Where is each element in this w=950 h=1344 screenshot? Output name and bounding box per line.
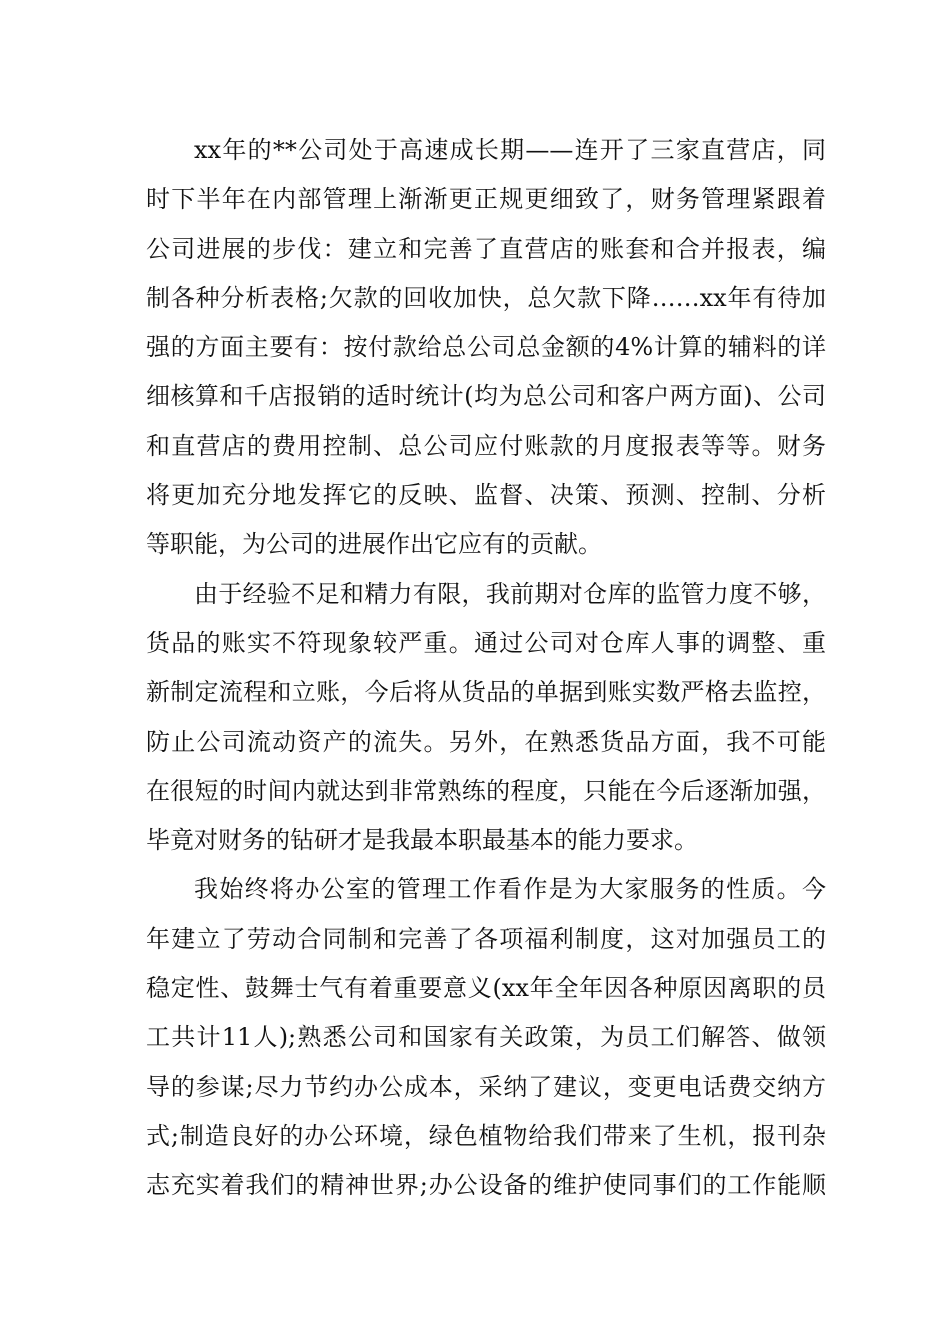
document-body [146,126,826,1211]
text-line: 式;制造良好的办公环境，绿色植物给我们带来了生机，报刊杂 [146,1121,826,1150]
text-line: 在很短的时间内就达到非常熟练的程度，只能在今后逐渐加强， [146,776,826,805]
text-line: 细核算和千店报销的适时统计(均为总公司和客户两方面)、公司 [146,382,826,411]
paragraph-office [146,865,826,1210]
text-line: 由于经验不足和精力有限，我前期对仓库的监管力度不够， [194,579,826,608]
text-line: 志充实着我们的精神世界;办公设备的维护使同事们的工作能顺 [146,1171,826,1200]
text-line: 工共计11人);熟悉公司和国家有关政策，为员工们解答、做领 [146,1023,826,1052]
text-line: 我始终将办公室的管理工作看作是为大家服务的性质。今 [194,875,826,904]
text-line: 强的方面主要有：按付款给总公司总金额的4%计算的辅料的详 [146,333,826,362]
text-line: 等职能，为公司的进展作出它应有的贡献。 [146,530,602,559]
text-line: 公司进展的步伐：建立和完善了直营店的账套和合并报表，编 [146,234,826,263]
text-line: 和直营店的费用控制、总公司应付账款的月度报表等等。财务 [146,431,826,460]
text-line: 毕竟对财务的钻研才是我最本职最基本的能力要求。 [146,826,698,855]
text-line: 导的参谋;尽力节约办公成本，采纳了建议，变更电话费交纳方 [146,1072,826,1101]
text-line: 稳定性、鼓舞士气有着重要意义(xx年全年因各种原因离职的员 [146,974,826,1003]
text-line: 新制定流程和立账，今后将从货品的单据到账实数严格去监控， [146,678,826,707]
paragraph-finance [146,126,826,570]
text-line: 防止公司流动资产的流失。另外，在熟悉货品方面，我不可能 [146,727,826,756]
text-line: 年建立了劳动合同制和完善了各项福利制度，这对加强员工的 [146,924,826,953]
text-line: 将更加充分地发挥它的反映、监督、决策、预测、控制、分析 [146,481,826,510]
text-line: 时下半年在内部管理上渐渐更正规更细致了，财务管理紧跟着 [146,185,826,214]
text-line: 货品的账实不符现象较严重。通过公司对仓库人事的调整、重 [146,628,826,657]
text-line: 制各种分析表格;欠款的回收加快，总欠款下降……xx年有待加 [146,283,826,312]
text-line: xx年的**公司处于高速成长期——连开了三家直营店，同 [194,136,826,164]
paragraph-warehouse [146,570,826,866]
